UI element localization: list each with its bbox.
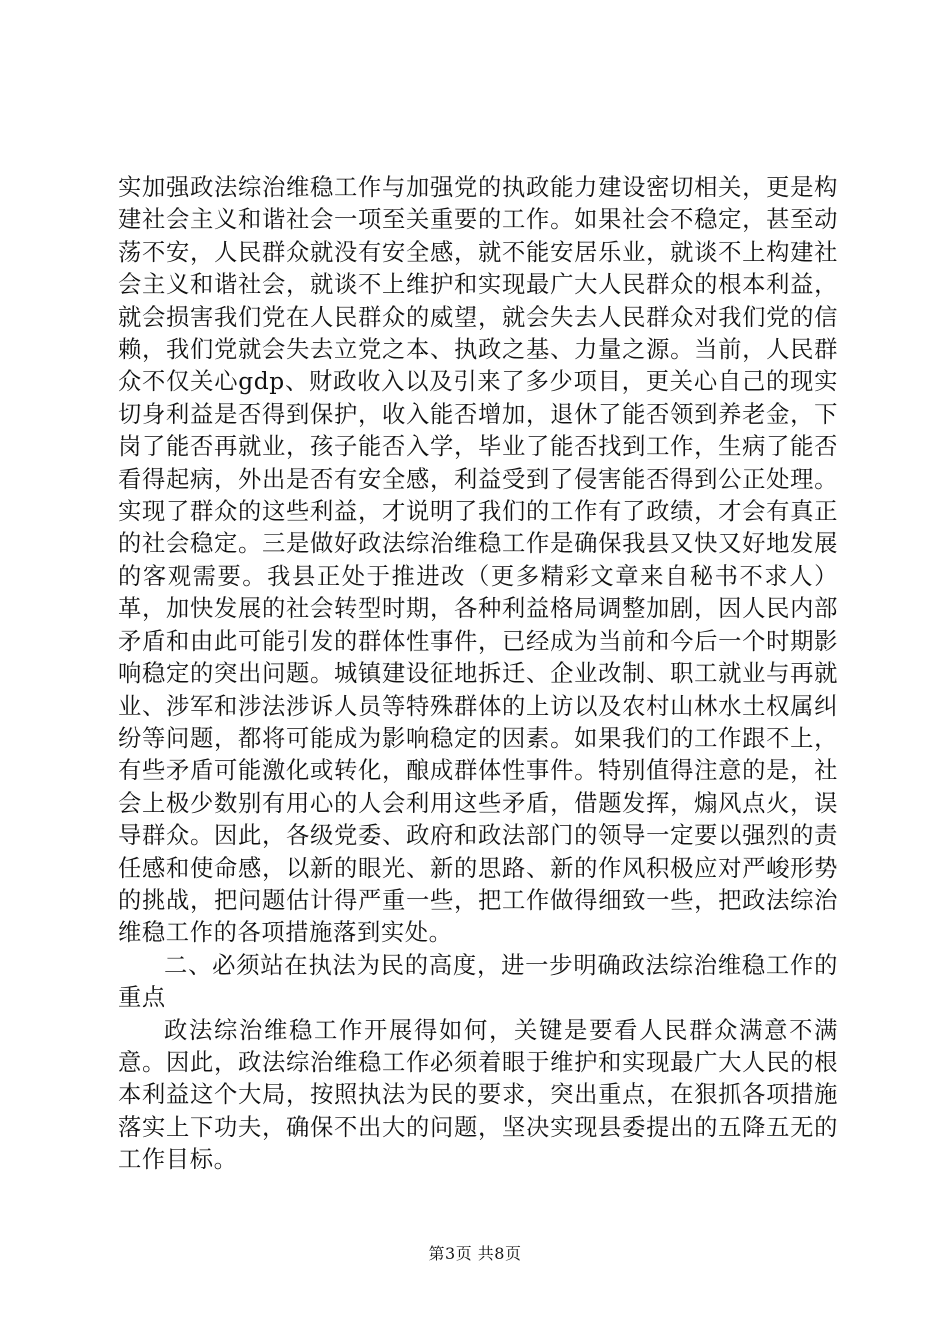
document-body [118, 172, 838, 1177]
section-heading: 二、必须站在执法为民的高度，进一步明确政法综治维稳工作的重点 [118, 951, 838, 1012]
page-footer: 第3页 共8页 [428, 1244, 522, 1263]
paragraph-3: 政法综治维稳工作开展得如何，关键是要看人民群众满意不满意。因此，政法综治维稳工作必须着眼于维护和实现最广大人民的根本利益这个大局，按照执法为民的要求，突出重点，在狠抓各项措施落实上下功夫，确保不出大的问题，坚决实现县委提出的五降五无的工作目标。 [118, 1016, 838, 1174]
paragraph-1: 实加强政法综治维稳工作与加强党的执政能力建设密切相关，更是构建社会主义和谐社会一项至关重要的工作。如果社会不稳定，甚至动荡不安，人民群众就没有安全感，就不能安居乐业，就谈不上构建社会主义和谐社会，就谈不上维护和实现最广大人民群众的根本利益，就会损害我们党在人民群众的威望，就会失去人民群众对我们党的信赖，我们党就会失去立党之本、执政之基、力量之源。当前，人民群众不仅关心gdp、财政收入以及引来了多少项目，更关心自己的现实切身利益是否得到保护，收入能否增加，退休了能否领到养老金，下岗了能否再就业，孩子能否入学，毕业了能否找到工作，生病了能否看得起病，外出是否有安全感，利益受到了侵害能否得到公正处理。实现了群众的这些利益，才说明了我们的工作有了政绩，才会有真正的社会稳定。三是做好政法综治维稳工作是确保我县又快又好地发展的客观需要。我县正处于推进改（更多精彩文章来自秘书不求人）革，加快发展的社会转型时期，各种利益格局调整加剧，因人民内部矛盾和由此可能引发的群体性事件，已经成为当前和今后一个时期影响稳定的突出问题。城镇建设征地拆迁、企业改制、职工就业与再就业、涉军和涉法涉诉人员等特殊群体的上访以及农村山林水土权属纠纷等问题，都将可能成为影响稳定的因素。如果我们的工作跟不上，有些矛盾可能激化或转化，酿成群体性事件。特别值得注意的是，社会上极少数别有用心的人会利用这些矛盾，借题发挥，煽风点火，误导群众。因此，各级党委、政府和政法部门的领导一定要以强烈的责任感和使命感，以新的眼光、新的思路、新的作风积极应对严峻形势的挑战，把问题估计得严重一些，把工作做得细致一些，把政法综治维稳工作的各项措施落到实处。 [118, 174, 838, 947]
